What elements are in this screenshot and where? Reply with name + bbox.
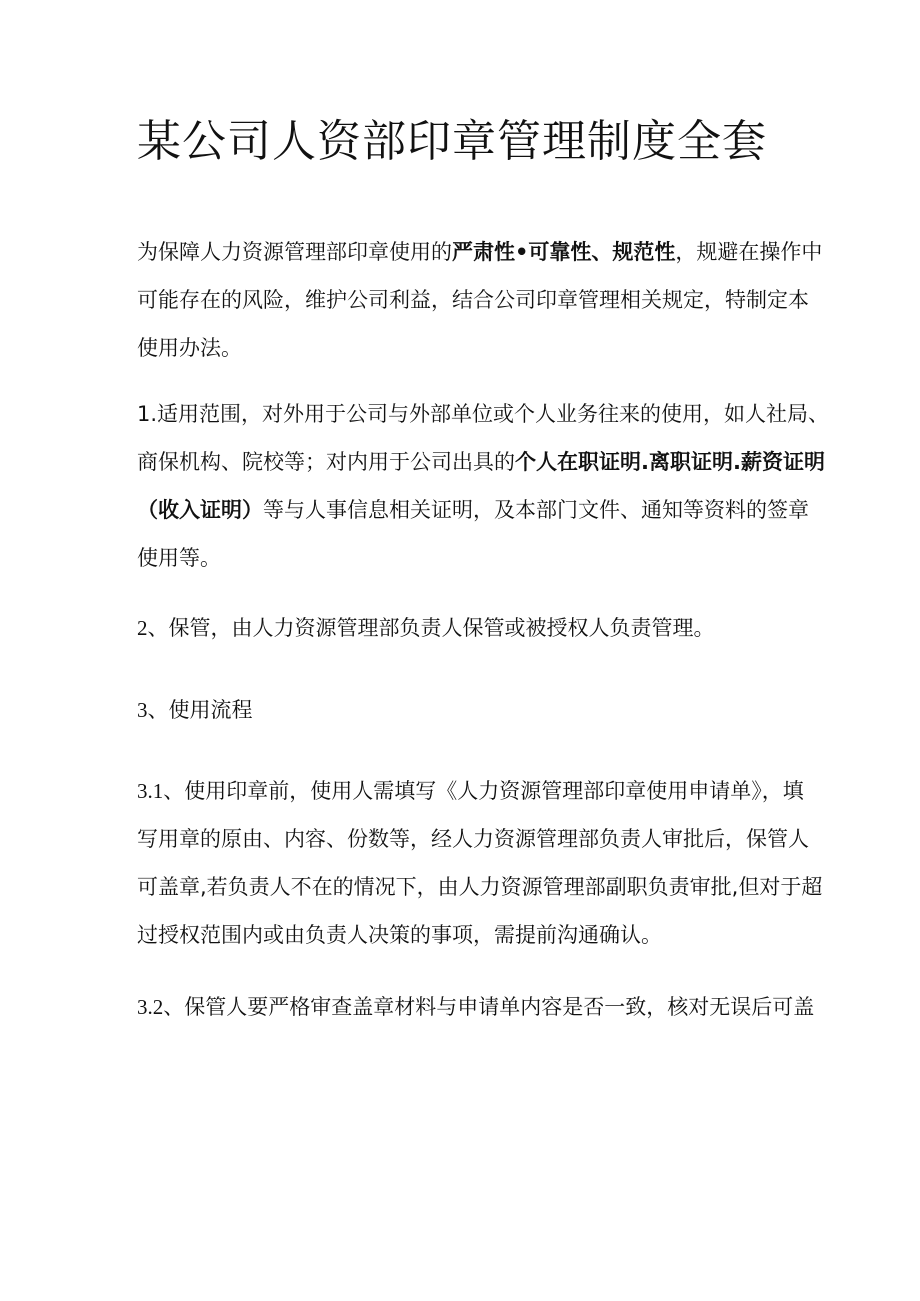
section-3-2-line-1 bbox=[137, 983, 815, 1031]
section-1-emphasis: （收入证明） bbox=[137, 498, 263, 522]
intro-line-1 bbox=[137, 228, 823, 276]
section-3-text: 使用流程 bbox=[168, 698, 253, 722]
intro-emphasis: 严肃性•可靠性、规范性 bbox=[452, 240, 676, 264]
section-3-1-line-4: 过授权范围内或由负责人决策的事项，需提前沟通确认。 bbox=[137, 923, 662, 947]
section-1-text: 等与人事信息相关证明，及本部门文件、通知等资料的签章 bbox=[263, 498, 809, 522]
section-1-line-4: 使用等。 bbox=[137, 546, 221, 570]
section-3-1-line-3: 可盖章,若负责人不在的情况下，由人力资源管理部副职负责审批,但对于超 bbox=[137, 875, 823, 899]
section-2-text: 保管，由人力资源管理部负责人保管或被授权人负责管理。 bbox=[168, 616, 715, 640]
section-1-emphasis: 个人在职证明.离职证明.薪资证明 bbox=[515, 450, 825, 474]
section-1-line-2 bbox=[137, 438, 825, 486]
section-1-paragraph bbox=[137, 390, 830, 582]
section-3-line bbox=[137, 686, 797, 734]
intro-paragraph bbox=[137, 228, 823, 372]
section-3-2-text: 保管人要严格审查盖章材料与申请单内容是否一致，核对无误后可盖 bbox=[184, 995, 815, 1019]
section-3-2-paragraph bbox=[137, 983, 815, 1031]
section-3-1-line-2: 写用章的原由、内容、份数等，经人力资源管理部负责人审批后，保管人 bbox=[137, 827, 809, 851]
intro-line-2: 可能存在的风险，维护公司利益，结合公司印章管理相关规定，特制定本 bbox=[137, 288, 809, 312]
section-1-line-1: 1.适用范围，对外用于公司与外部单位或个人业务往来的使用，如人社局、 bbox=[137, 402, 830, 426]
intro-text: 为保障人力资源管理部印章使用的 bbox=[137, 240, 452, 264]
document-title: 某公司人资部印章管理制度全套 bbox=[137, 116, 767, 167]
intro-line-3: 使用办法。 bbox=[137, 336, 242, 360]
section-3-1-text: 使用印章前，使用人需填写《人力资源管理部印章使用申请单》，填 bbox=[184, 779, 804, 803]
section-3-2-number: 3.2、 bbox=[137, 995, 185, 1019]
section-2-line bbox=[137, 604, 797, 652]
section-3-1-line-1 bbox=[137, 767, 804, 815]
section-1-text: 商保机构、院校等；对内用于公司出具的 bbox=[137, 450, 515, 474]
section-3-number: 3、 bbox=[137, 698, 169, 722]
section-3-1-number: 3.1、 bbox=[137, 779, 185, 803]
section-2-paragraph bbox=[137, 604, 797, 652]
intro-text: ，规避在操作中 bbox=[675, 240, 823, 264]
section-2-number: 2、 bbox=[137, 616, 169, 640]
section-3-1-paragraph bbox=[137, 767, 823, 959]
section-1-line-3 bbox=[137, 486, 809, 534]
section-3-heading bbox=[137, 686, 797, 734]
